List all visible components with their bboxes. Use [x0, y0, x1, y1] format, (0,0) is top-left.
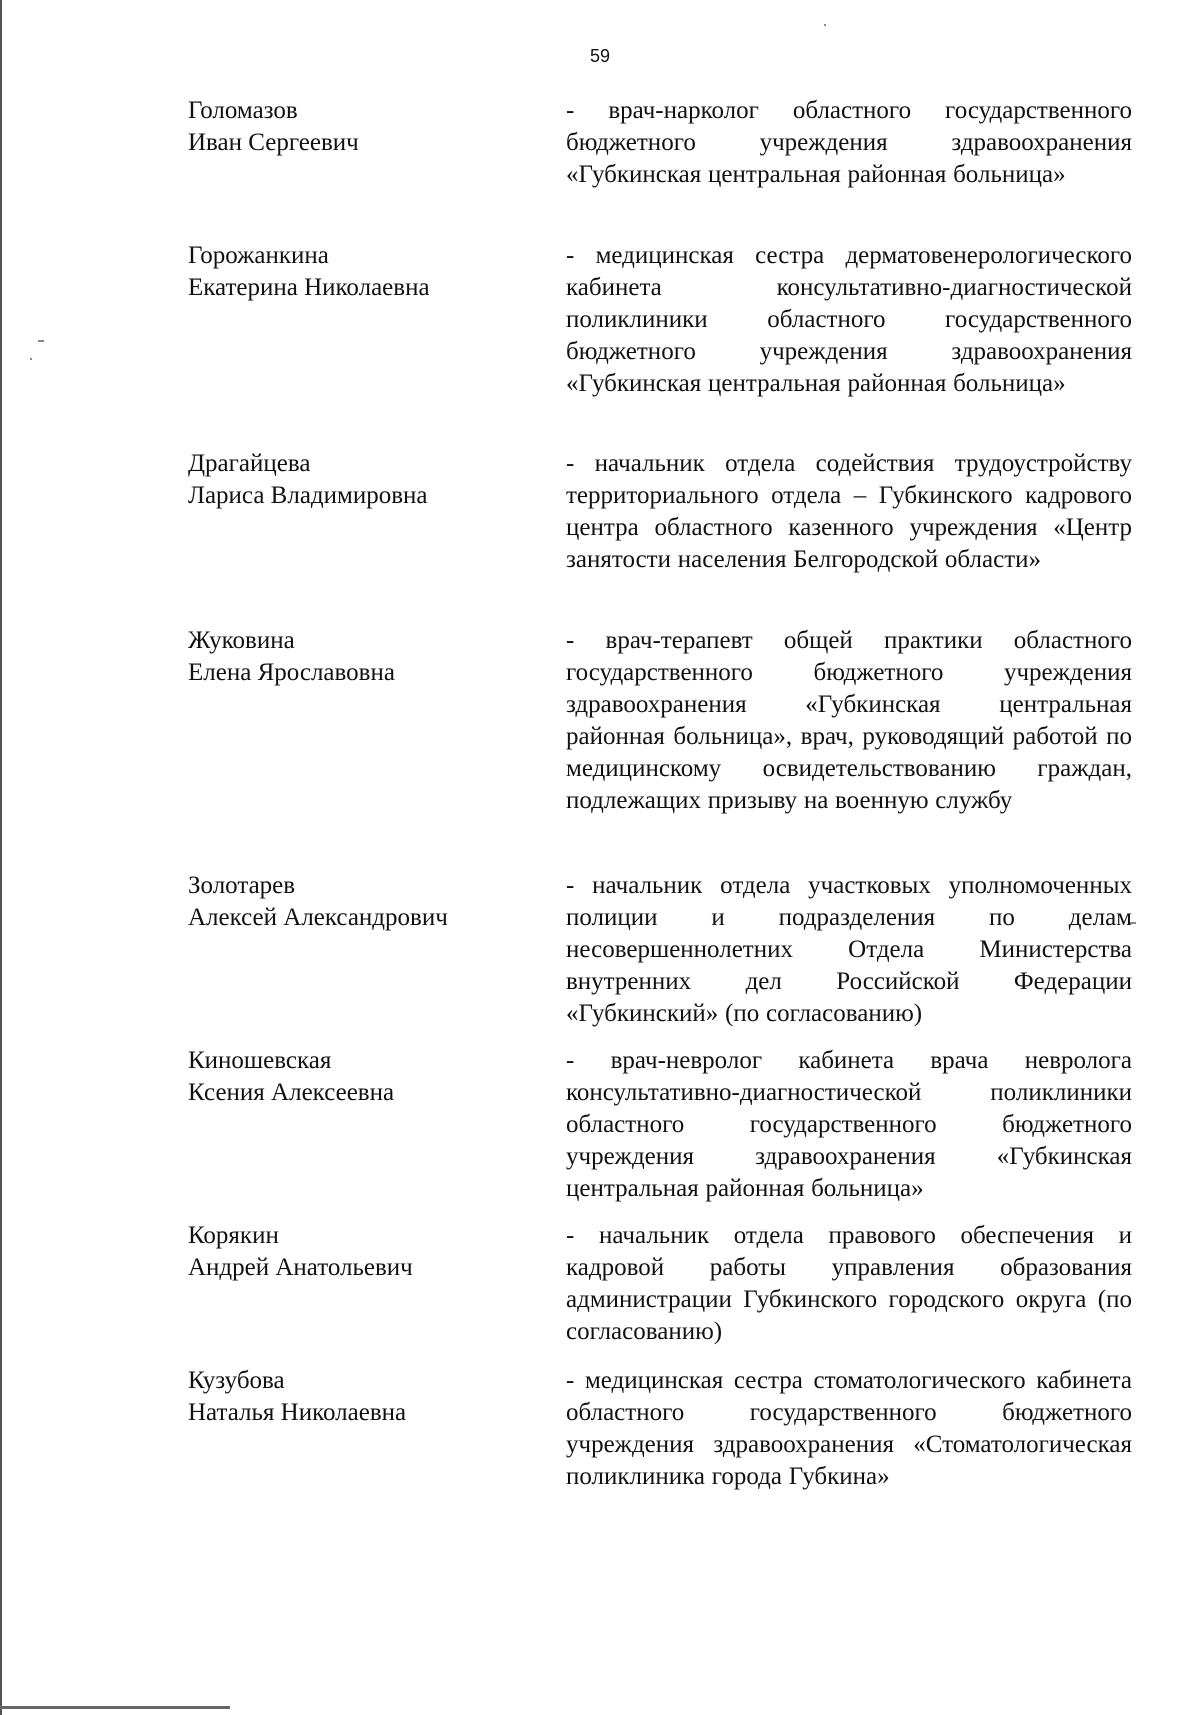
member-position: - медицинская сестра дерматовенерологического кабинета консультативно-диагностической поликлиники областного государственного бюджетного учреждения здравоохранения «Губкинская центральная районная больница» — [566, 242, 1132, 397]
scan-speck — [38, 340, 44, 342]
member-given-names: Наталья Николаевна — [188, 1399, 407, 1426]
member-given-names: Андрей Анатольевич — [188, 1254, 413, 1281]
scan-speck — [30, 358, 32, 360]
scan-speck — [824, 24, 826, 26]
member-name — [188, 448, 548, 512]
member-surname: Горожанкина — [188, 242, 329, 269]
member-given-names: Елена Ярославовна — [188, 659, 395, 686]
scan-edge-left — [0, 0, 2, 1715]
page-number: 59 — [589, 46, 611, 66]
member-surname: Кузубова — [188, 1367, 285, 1394]
member-given-names: Лариса Владимировна — [188, 482, 428, 509]
member-position: - начальник отдела правового обеспечения и кадровой работы управления образования администрации Губкинского городского округа (по согласованию) — [566, 1222, 1132, 1345]
member-name — [188, 625, 548, 689]
member-position: - начальник отдела участковых уполномоченных полиции и подразделения по делам несовершеннолетних Отдела Министерства внутренних дел Российской Федерации «Губкинский» (по согласованию) — [566, 872, 1132, 1027]
member-given-names: Алексей Александрович — [188, 904, 448, 931]
member-surname: Драгайцева — [188, 450, 311, 477]
member-position: - врач-невролог кабинета врача невролога консультативно-диагностической поликлиники областного государственного бюджетного учреждения здравоохранения «Губкинская центральная районная больница» — [566, 1047, 1132, 1202]
member-given-names: Ксения Алексеевна — [188, 1079, 395, 1106]
member-surname: Золотарев — [188, 872, 296, 899]
member-name — [188, 240, 548, 304]
member-name — [188, 1365, 548, 1429]
member-name — [188, 1045, 548, 1109]
member-name — [188, 95, 548, 159]
member-surname: Корякин — [188, 1222, 279, 1249]
member-name — [188, 1220, 548, 1284]
member-position: - врач-нарколог областного государственного бюджетного учреждения здравоохранения «Губкинская центральная районная больница» — [566, 97, 1132, 188]
member-position: - медицинская сестра стоматологического кабинета областного государственного бюджетного учреждения здравоохранения «Стоматологическая поликлиника города Губкина» — [566, 1367, 1132, 1490]
member-surname: Киношевская — [188, 1047, 332, 1074]
member-surname: Голомазов — [188, 97, 298, 124]
member-position: - начальник отдела содействия трудоустройству территориального отдела – Губкинского кадрового центра областного казенного учреждения «Центр занятости населения Белгородской области» — [566, 450, 1132, 573]
member-position: - врач-терапевт общей практики областного государственного бюджетного учреждения здравоохранения «Губкинская центральная районная больница», врач, руководящий работой по медицинскому освидетельствованию граждан, подлежащих призыву на военную службу — [566, 627, 1132, 814]
member-given-names: Иван Сергеевич — [188, 129, 359, 156]
scan-edge-bottom — [0, 1706, 230, 1709]
member-surname: Жуковина — [188, 627, 295, 654]
member-name — [188, 870, 548, 934]
member-given-names: Екатерина Николаевна — [188, 274, 430, 301]
